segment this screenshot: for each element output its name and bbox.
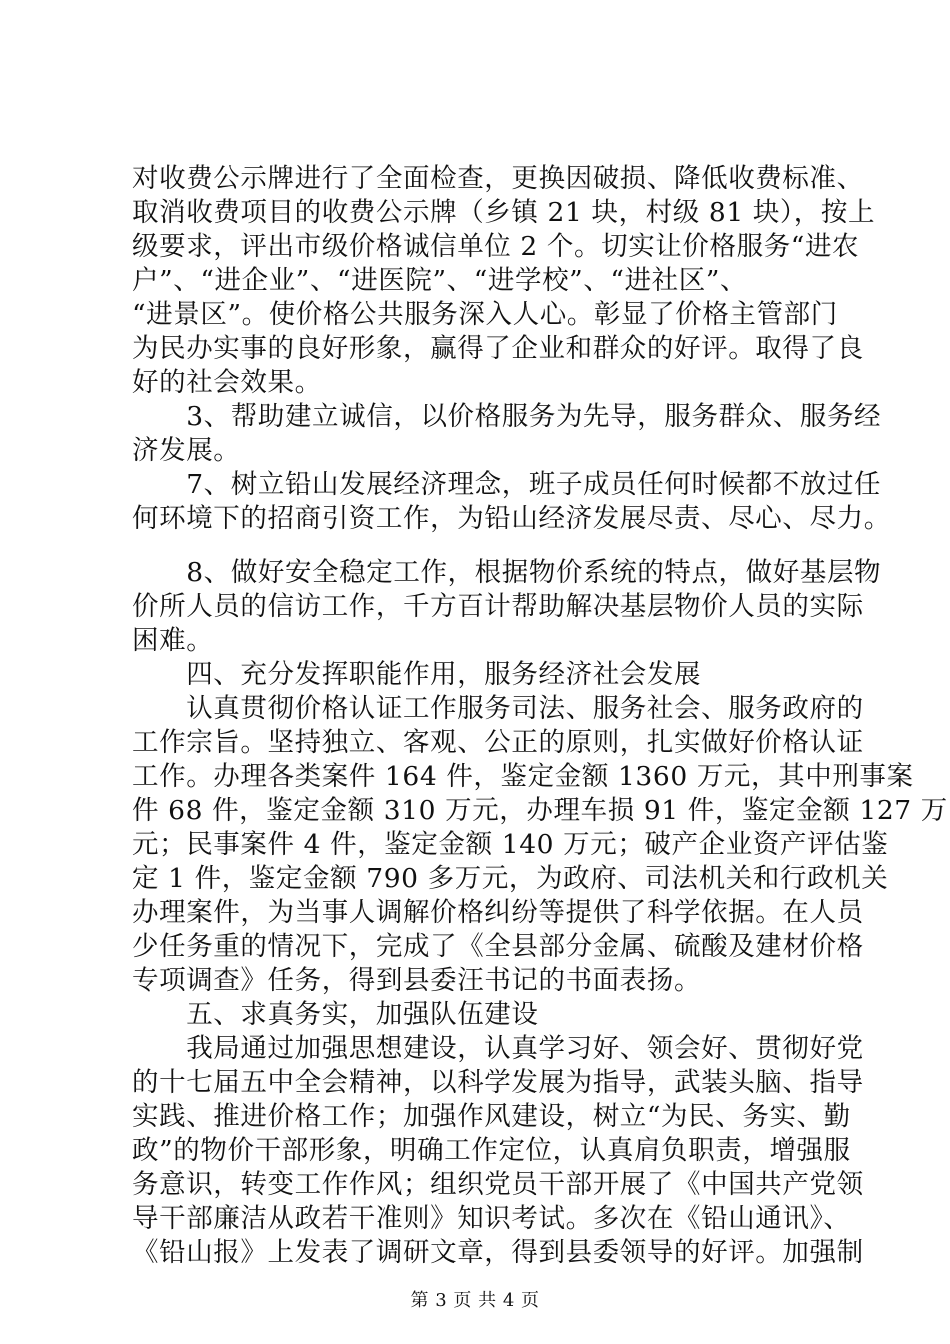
text-line: 级要求，评出市级价格诚信单位 2 个。切实让价格服务“进农 (132, 231, 860, 262)
text-line: 3、帮助建立诚信，以价格服务为先导，服务群众、服务经 (132, 401, 882, 432)
text-line: 《铅山报》上发表了调研文章，得到县委领导的好评。加强制 (132, 1237, 864, 1268)
text-line: 办理案件，为当事人调解价格纠纷等提供了科学依据。在人员 (132, 897, 864, 928)
text-line: 价所人员的信访工作，千方百计帮助解决基层物价人员的实际 (132, 591, 864, 622)
text-line: 务意识，转变工作作风；组织党员干部开展了《中国共产党领 (132, 1169, 864, 1200)
text-line: 元；民事案件 4 件，鉴定金额 140 万元；破产企业资产评估鉴 (132, 829, 889, 860)
text-line: 好的社会效果。 (132, 367, 322, 398)
text-line: 认真贯彻价格认证工作服务司法、服务社会、服务政府的 (132, 693, 864, 724)
text-line: 7、树立铅山发展经济理念，班子成员任何时候都不放过任 (132, 469, 882, 500)
text-line: 工作宗旨。坚持独立、客观、公正的原则，扎实做好价格认证 (132, 727, 864, 758)
text-line: 8、做好安全稳定工作，根据物价系统的特点，做好基层物 (132, 557, 882, 588)
text-line: 少任务重的情况下，完成了《全县部分金属、硫酸及建材价格 (132, 931, 864, 962)
text-line: 我局通过加强思想建设，认真学习好、领会好、贯彻好党 (132, 1033, 864, 1064)
section-heading: 四、充分发挥职能作用，服务经济社会发展 (132, 659, 702, 690)
text-line: “进景区”。使价格公共服务深入人心。彰显了价格主管部门 (132, 299, 838, 330)
section-heading: 五、求真务实，加强队伍建设 (132, 999, 539, 1030)
text-line: 导干部廉洁从政若干准则》知识考试。多次在《铅山通讯》、 (132, 1203, 851, 1234)
text-line: 何环境下的招商引资工作，为铅山经济发展尽责、尽心、尽力。 (132, 503, 891, 534)
text-line: 件 68 件，鉴定金额 310 万元，办理车损 91 件，鉴定金额 127 万 (132, 795, 948, 826)
text-line: 对收费公示牌进行了全面检查，更换因破损、降低收费标准、 (132, 163, 864, 194)
text-line: 济发展。 (132, 435, 241, 466)
text-line: 困难。 (132, 625, 214, 656)
page-footer: 第 3 页 共 4 页 (410, 1290, 540, 1311)
text-line: 为民办实事的良好形象，赢得了企业和群众的好评。取得了良 (132, 333, 864, 364)
text-line: 政”的物价干部形象，明确工作定位，认真肩负职责，增强服 (132, 1135, 851, 1166)
text-line: 工作。办理各类案件 164 件，鉴定金额 1360 万元，其中刑事案 (132, 761, 914, 792)
text-line: 定 1 件，鉴定金额 790 多万元，为政府、司法机关和行政机关 (132, 863, 889, 894)
text-line: 户”、“进企业”、“进医院”、“进学校”、“进社区”、 (132, 265, 748, 296)
text-line: 专项调查》任务，得到县委汪书记的书面表扬。 (132, 965, 702, 996)
text-line: 取消收费项目的收费公示牌（乡镇 21 块，村级 81 块），按上 (132, 197, 876, 228)
text-line: 的十七届五中全会精神，以科学发展为指导，武装头脑、指导 (132, 1067, 864, 1098)
text-line: 实践、推进价格工作；加强作风建设，树立“为民、务实、勤 (132, 1101, 851, 1132)
